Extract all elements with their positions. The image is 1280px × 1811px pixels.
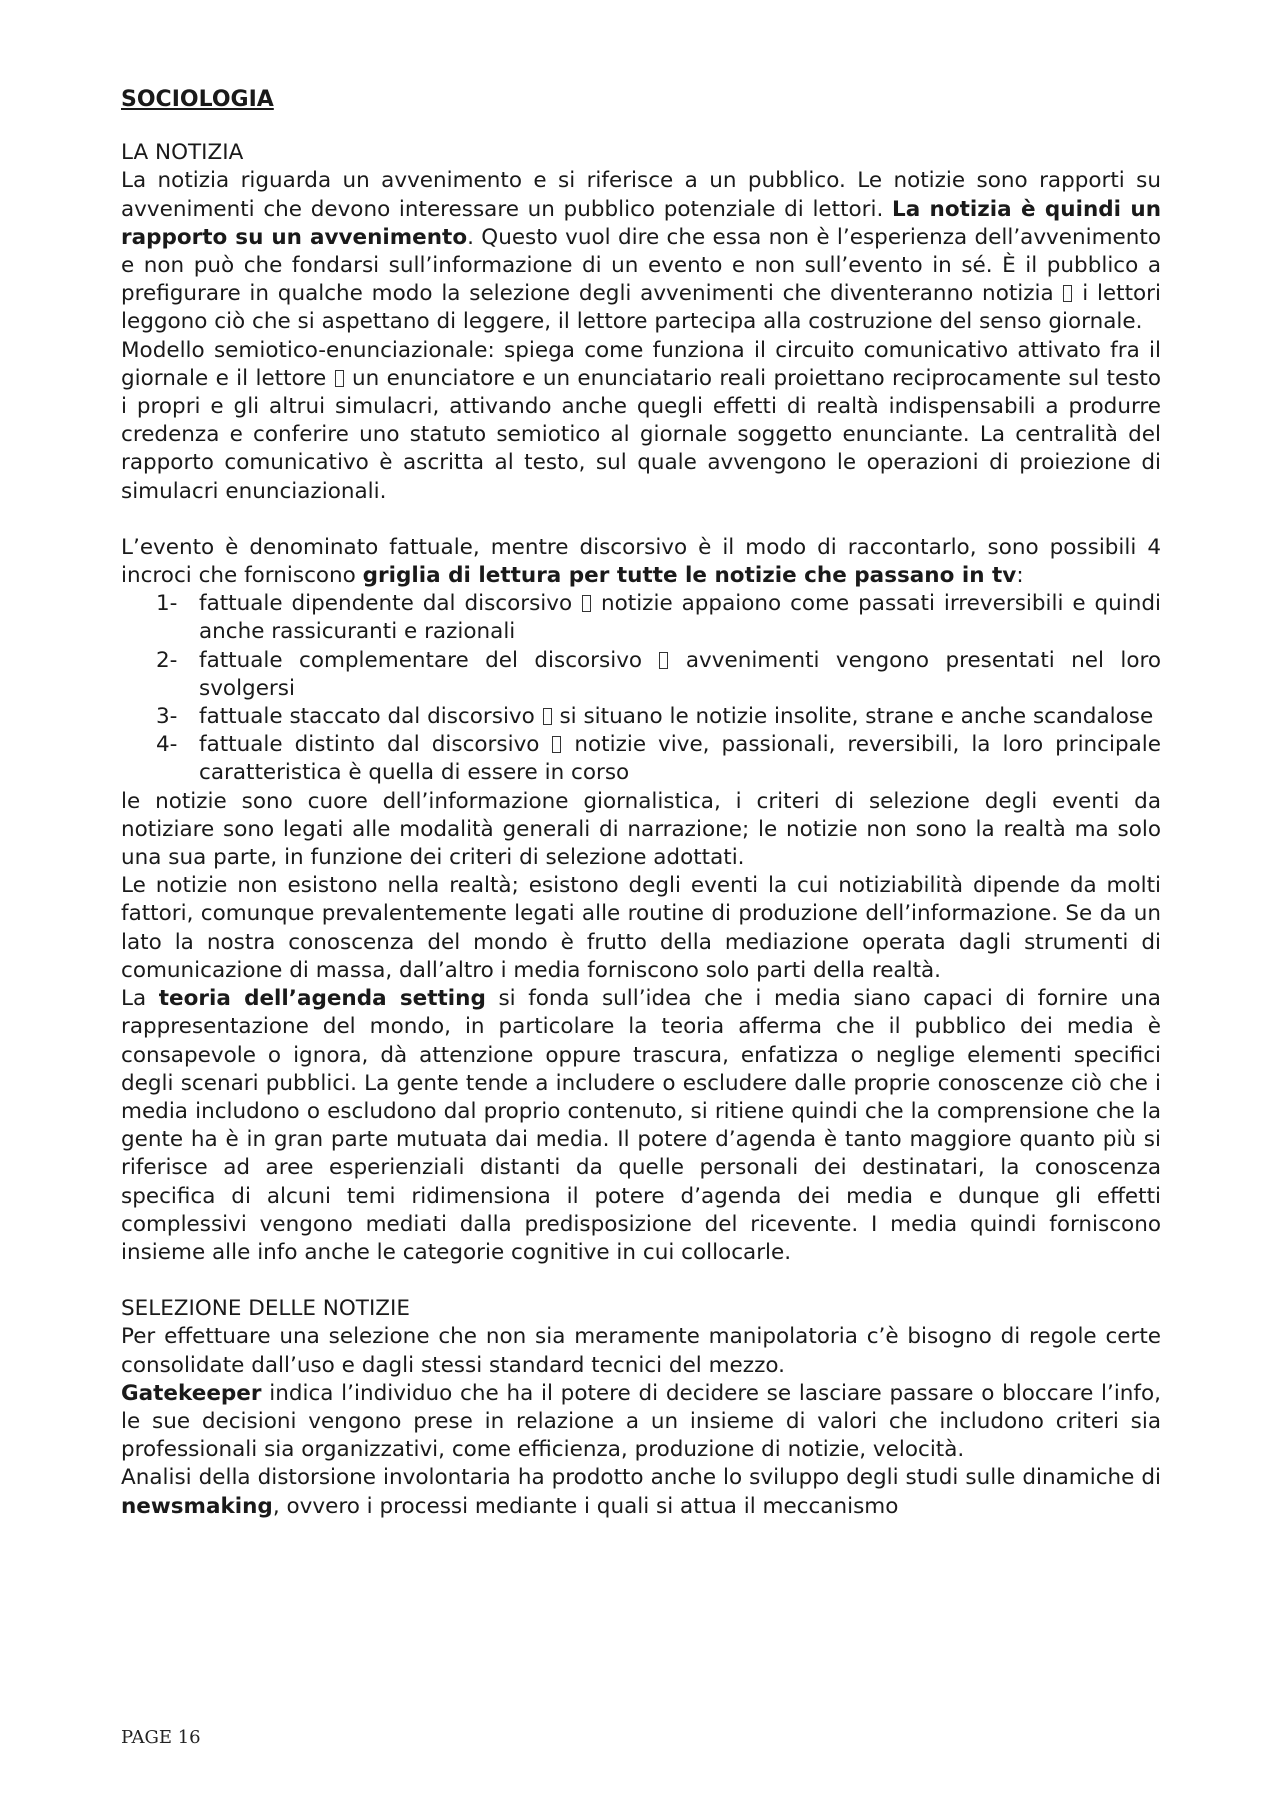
text-run: fattuale dipendente dal discorsivo: [199, 591, 582, 617]
section-heading-notizia: LA NOTIZIA: [121, 140, 244, 166]
text-run: :: [1016, 563, 1024, 589]
text-run: L’evento è denominato fattuale, mentre discorsivo è il modo di raccontarlo, sono possibili 4 incroci che forniscono: [121, 534, 1161, 589]
list-number: 1-: [156, 591, 178, 617]
paragraph: [121, 1380, 1161, 1465]
document-page: [121, 86, 1161, 1521]
arrow-symbol-icon: [582, 595, 591, 612]
bold-text: newsmaking: [121, 1493, 273, 1519]
paragraph: le notizie sono cuore dell’informazione giornalistica, i criteri di selezione degli eventi da notiziare sono legati alle modalità generali di narrazione; le notizie non sono la realtà ma solo una sua parte, in funzione dei criteri di selezione adottati.: [121, 788, 1161, 871]
paragraph: [121, 1464, 1161, 1520]
text-run: fattuale complementare del discorsivo: [199, 647, 659, 673]
arrow-symbol-icon: [552, 736, 561, 753]
text-run: notizie appaiono come passati irreversibili e quindi anche rassicuranti e razionali: [199, 591, 1162, 645]
arrow-symbol-icon: [335, 370, 344, 387]
arrow-symbol-icon: [1063, 285, 1072, 302]
text-run: si situano le notizie insolite, strane e anche scandalose: [552, 704, 1154, 730]
paragraph: Per effettuare una selezione che non sia meramente manipolatoria c’è bisogno di regole certe consolidate dall’uso e dagli stessi standard tecnici del mezzo.: [121, 1324, 1161, 1378]
text-run: si fonda sull’idea che i media siano capaci di fornire una rappresentazione del mondo, in particolare la teoria afferma che il pubblico dei media è consapevole o ignora, dà attenzione oppure trascura, enfatizza o neglige elementi specifici degli scenari pubblici. La gente tende a includere o escludere dalle proprie conoscenze ciò che i media includono o escludono dal proprio contenuto, si ritiene quindi che la comprensione che la gente ha è in gran parte mutuata dai media. Il potere d’agenda è tanto maggiore quanto più si riferisce ad aree esperienziali distanti da quelle personali dei destinatari, la conoscenza specifica di alcuni temi ridimensiona il potere d’agenda dei media e dunque gli effetti complessivi vengono mediati dalla predisposizione del ricevente. I media quindi forniscono insieme alle info anche le categorie cognitive in cui collocarle.: [121, 986, 1161, 1265]
list-item: [121, 731, 1161, 787]
text-run: fattuale distinto dal discorsivo: [199, 732, 552, 758]
list-number: 4-: [156, 732, 178, 758]
text-run: un enunciatore e un enunciatario reali proiettano reciprocamente sul testo i propri e gli altrui simulacri, attivando anche quegli effetti di realtà indispensabili a produrre credenza e conferire uno statuto semiotico al giornale soggetto enunciante. La centralità del rapporto comunicativo è ascritta al testo, sul quale avvengono le operazioni di proiezione di simulacri enunciazionali.: [121, 365, 1161, 504]
text-run: notizie vive, passionali, reversibili, la loro principale caratteristica è quella di essere in corso: [199, 732, 1161, 786]
section-heading-selezione: SELEZIONE DELLE NOTIZIE: [121, 1296, 410, 1322]
text-run: La notizia riguarda un avvenimento e si riferisce a un pubblico. Le notizie sono rapporti su avvenimenti che devono interessare un pubblico potenziale di lettori.: [121, 168, 1161, 222]
paragraph: [121, 534, 1161, 590]
list-number: 2-: [156, 647, 178, 673]
text-run: , ovvero i processi mediante i quali si attua il meccanismo: [272, 1493, 899, 1519]
list-number: 3-: [156, 704, 178, 730]
bold-text: teoria dell’agenda setting: [158, 986, 486, 1012]
bold-text: griglia di lettura per tutte le notizie che passano in tv: [362, 563, 1017, 589]
list-item: [121, 590, 1161, 646]
bold-text: La notizia è quindi un rapporto su un avvenimento: [121, 196, 1161, 250]
text-run: i lettori leggono ciò che si aspettano di leggere, il lettore partecipa alla costruzione del senso giornale.: [121, 281, 1161, 335]
list-item: [121, 647, 1161, 703]
paragraph: Le notizie non esistono nella realtà; esistono degli eventi la cui notiziabilità dipende da molti fattori, comunque prevalentemente legati alle routine di produzione dell’informazione. Se da un lato la nostra conoscenza del mondo è frutto della mediazione operata dagli strumenti di comunicazione di massa, dall’altro i media forniscono solo parti della realtà.: [121, 873, 1161, 983]
text-run: Analisi della distorsione involontaria ha prodotto anche lo sviluppo degli studi sulle dinamiche di: [121, 1465, 1161, 1491]
bold-text: Gatekeeper: [121, 1380, 262, 1406]
arrow-symbol-icon: [659, 652, 668, 669]
paragraph: [121, 337, 1161, 506]
paragraph: [121, 985, 1161, 1267]
text-run: . Questo vuol dire che essa non è l’esperienza dell’avvenimento e non può che fondarsi sull’informazione di un evento e non sull’evento in sé. È il pubblico a prefigurare in qualche modo la selezione degli avvenimenti che diventeranno notizia: [121, 224, 1161, 307]
numbered-list: [121, 590, 1161, 787]
text-run: Modello semiotico-enunciazionale: spiega come funziona il circuito comunicativo attivato fra il giornale e il lettore: [121, 337, 1161, 391]
text-run: fattuale staccato dal discorsivo: [199, 704, 542, 730]
text-run: La: [121, 986, 159, 1012]
arrow-symbol-icon: [543, 708, 552, 725]
list-item: [121, 703, 1161, 731]
paragraph: [121, 167, 1161, 336]
text-run: avvenimenti vengono presentati nel loro svolgersi: [199, 647, 1162, 701]
page-footer: PAGE 16: [121, 1727, 201, 1748]
page-title: SOCIOLOGIA: [121, 87, 274, 112]
text-run: indica l’individuo che ha il potere di decidere se lasciare passare o bloccare l’info, le sue decisioni vengono prese in relazione a un insieme di valori che includono criteri sia professionali sia organizzativi, come efficienza, produzione di notizie, velocità.: [121, 1380, 1161, 1463]
